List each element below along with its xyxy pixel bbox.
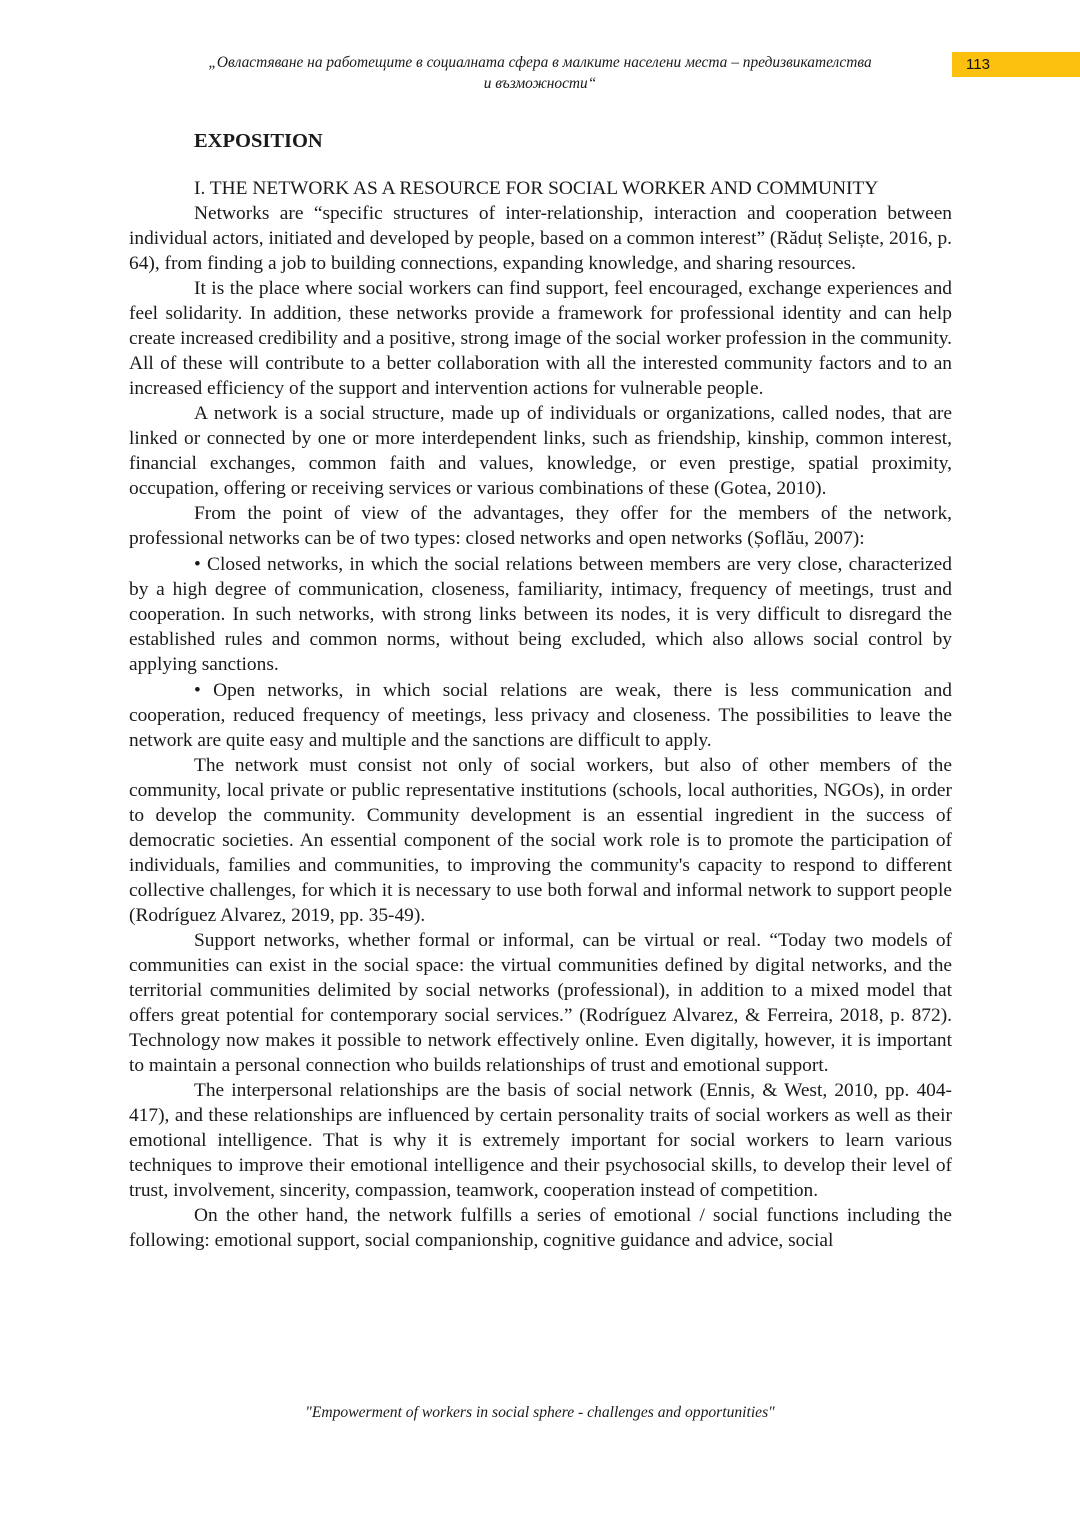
paragraph: From the point of view of the advantages, they offer for the members of the network, professional networks can be of two types: closed networks and open networks (Șoflău, 2007): (129, 503, 952, 549)
subheading: I. THE NETWORK AS A RESOURCE FOR SOCIAL WORKER AND COMMUNITY (194, 178, 879, 199)
bullet-item-closed-networks: • Closed networks, in which the social relations between members are very close, characterized by a high degree of communication, closeness, familiarity, intimacy, frequency of meetings, trust and cooperation. In such networks, with strong links between its nodes, it is very difficult to disregard the established rules and common norms, without being excluded, which also allows social control by applying sanctions. (129, 554, 952, 675)
paragraph: On the other hand, the network fulfills a series of emotional / social functions including the following: emotional support, social companionship, cognitive guidance and advice, social (129, 1205, 952, 1251)
paragraph: It is the place where social workers can find support, feel encouraged, exchange experiences and feel solidarity. In addition, these networks provide a framework for professional identity and can help create increased credibility and a positive, strong image of the social worker profession in the community. All of these will contribute to a better collaboration with all the interested community factors and to an increased efficiency of the support and intervention actions for vulnerable people. (129, 278, 952, 399)
paragraph: Networks are “specific structures of inter-relationship, interaction and cooperation between individual actors, initiated and developed by people, based on a common interest” (Răduț Seliște, 2016, p. 64), from finding a job to building connections, expanding knowledge, and sharing resources. (129, 203, 952, 274)
page-number-badge: 113 (952, 52, 1080, 77)
running-header-line-1: „Овластяване на работещите в социалната сфера в малките населени места – предизвикателства (208, 54, 872, 71)
paragraph: The interpersonal relationships are the basis of social network (Ennis, & West, 2010, pp. 404-417), and these relationships are influenced by certain personality traits of social workers as well as their emotional intelligence. That is why it is extremely important for social workers to learn various techniques to improve their emotional intelligence and their psychosocial skills, to develop their level of trust, involvement, sincerity, compassion, teamwork, cooperation instead of competition. (129, 1080, 952, 1201)
page-body (129, 128, 952, 1253)
section-heading: EXPOSITION (194, 130, 323, 152)
paragraph: A network is a social structure, made up of individuals or organizations, called nodes, that are linked or connected by one or more interdependent links, such as friendship, kinship, common interest, financial exchanges, common faith and values, knowledge, or even prestige, spatial proximity, occupation, offering or receiving services or various combinations of these (Gotea, 2010). (129, 403, 952, 499)
bullet-item-open-networks: • Open networks, in which social relations are weak, there is less communication and cooperation, reduced frequency of meetings, less privacy and closeness. The possibilities to leave the network are quite easy and multiple and the sanctions are difficult to apply. (129, 680, 952, 751)
paragraph: Support networks, whether formal or informal, can be virtual or real. “Today two models of communities can exist in the social space: the virtual communities defined by digital networks, and the territorial communities delimited by social networks (professional), in addition to a mixed model that offers great potential for contemporary social services.” (Rodríguez Alvarez, & Ferreira, 2018, p. 872). Technology now makes it possible to network effectively online. Even digitally, however, it is important to maintain a personal connection who builds relationships of trust and emotional support. (129, 930, 952, 1076)
running-header (100, 52, 980, 94)
paragraph: The network must consist not only of social workers, but also of other members of the community, local private or public representative institutions (schools, local authorities, NGOs), in order to develop the community. Community development is an essential ingredient in the success of democratic societies. An essential component of the social work role is to promote the participation of individuals, families and communities, to improving the community's capacity to respond to different collective challenges, for which it is necessary to use both forwal and informal network to support people (Rodríguez Alvarez, 2019, pp. 35-49). (129, 755, 952, 926)
running-footer: "Empowerment of workers in social sphere - challenges and opportunities" (305, 1404, 775, 1421)
running-header-line-2: и възможности“ (483, 75, 597, 92)
